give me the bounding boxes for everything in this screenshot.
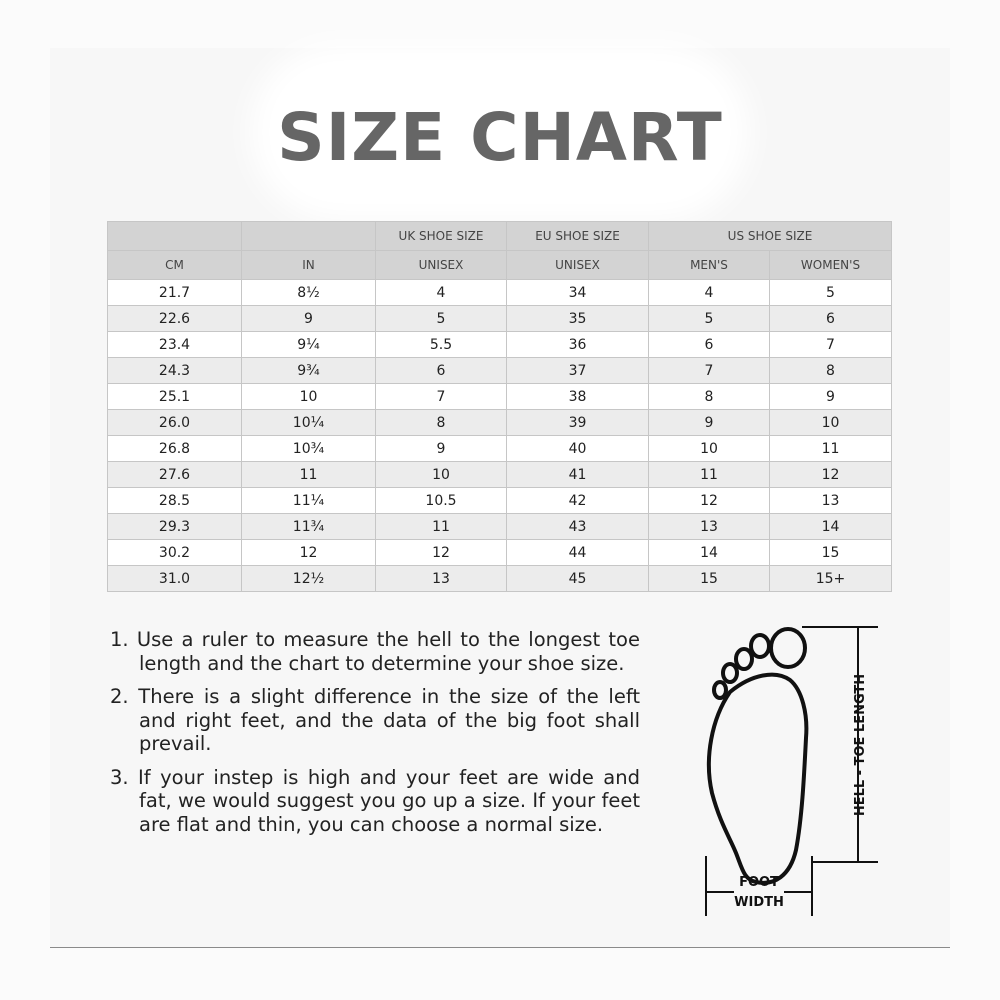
sub-header-row [108, 251, 892, 280]
table-cell: 14 [649, 540, 770, 566]
table-cell: 6 [649, 332, 770, 358]
table-cell: 15+ [770, 566, 892, 592]
table-cell: 13 [376, 566, 507, 592]
table-cell: 11 [649, 462, 770, 488]
table-cell: 30.2 [108, 540, 242, 566]
table-cell: 12½ [242, 566, 376, 592]
column-header: UNISEX [507, 251, 649, 280]
size-table [107, 221, 892, 592]
table-row [108, 514, 892, 540]
group-header-cell [242, 222, 376, 251]
table-cell: 43 [507, 514, 649, 540]
table-body [108, 280, 892, 592]
table-cell: 12 [376, 540, 507, 566]
column-header: WOMEN'S [770, 251, 892, 280]
table-cell: 31.0 [108, 566, 242, 592]
table-cell: 11 [770, 436, 892, 462]
table-cell: 5 [649, 306, 770, 332]
table-cell: 13 [770, 488, 892, 514]
table-cell: 41 [507, 462, 649, 488]
table-cell: 27.6 [108, 462, 242, 488]
table-cell: 7 [376, 384, 507, 410]
table-cell: 9 [376, 436, 507, 462]
table-cell: 24.3 [108, 358, 242, 384]
length-label: HELL - TOE LENGTH [853, 673, 868, 817]
table-cell: 21.7 [108, 280, 242, 306]
table-cell: 9¾ [242, 358, 376, 384]
foot-outline-icon [709, 629, 806, 883]
column-header: CM [108, 251, 242, 280]
instruction-item: 1. Use a ruler to measure the hell to the longest toe length and the chart to determine your shoe size. [110, 628, 640, 675]
column-header: MEN'S [649, 251, 770, 280]
table-cell: 38 [507, 384, 649, 410]
table-cell: 15 [649, 566, 770, 592]
table-cell: 5 [376, 306, 507, 332]
table-cell: 44 [507, 540, 649, 566]
table-cell: 8½ [242, 280, 376, 306]
table-row [108, 332, 892, 358]
column-header: UNISEX [376, 251, 507, 280]
table-cell: 6 [376, 358, 507, 384]
table-row [108, 384, 892, 410]
table-cell: 14 [770, 514, 892, 540]
width-label-line2: WIDTH [734, 895, 784, 910]
table-cell: 9¼ [242, 332, 376, 358]
column-header: IN [242, 251, 376, 280]
table-cell: 39 [507, 410, 649, 436]
table-row [108, 488, 892, 514]
bottom-divider [50, 947, 950, 948]
table-cell: 5.5 [376, 332, 507, 358]
table-row [108, 306, 892, 332]
width-label-line1: FOOT [739, 875, 779, 890]
table-cell: 13 [649, 514, 770, 540]
table-cell: 26.0 [108, 410, 242, 436]
table-cell: 10 [242, 384, 376, 410]
group-header-cell: UK SHOE SIZE [376, 222, 507, 251]
table-cell: 6 [770, 306, 892, 332]
instructions-list [110, 628, 640, 846]
table-cell: 37 [507, 358, 649, 384]
table-cell: 36 [507, 332, 649, 358]
table-cell: 10 [376, 462, 507, 488]
table-cell: 10¼ [242, 410, 376, 436]
table-cell: 42 [507, 488, 649, 514]
foot-measure-diagram [690, 618, 890, 928]
table-cell: 9 [242, 306, 376, 332]
table-cell: 4 [649, 280, 770, 306]
page-title: SIZE CHART [277, 99, 723, 176]
table-cell: 10.5 [376, 488, 507, 514]
group-header-cell [108, 222, 242, 251]
table-cell: 11 [376, 514, 507, 540]
instruction-item: 2. There is a slight difference in the size of the left and right feet, and the data of the big foot shall prevail. [110, 685, 640, 755]
table-cell: 10 [770, 410, 892, 436]
table-row [108, 410, 892, 436]
table-cell: 4 [376, 280, 507, 306]
instruction-item: 3. If your instep is high and your feet are wide and fat, we would suggest you go up a size. If your feet are flat and thin, you can choose a normal size. [110, 765, 640, 836]
table-cell: 26.8 [108, 436, 242, 462]
table-cell: 11 [242, 462, 376, 488]
table-cell: 25.1 [108, 384, 242, 410]
table-row [108, 280, 892, 306]
group-header-cell: US SHOE SIZE [649, 222, 892, 251]
table-cell: 8 [649, 384, 770, 410]
table-cell: 11¼ [242, 488, 376, 514]
table-row [108, 540, 892, 566]
table-cell: 45 [507, 566, 649, 592]
table-cell: 10¾ [242, 436, 376, 462]
table-cell: 29.3 [108, 514, 242, 540]
group-header-row [108, 222, 892, 251]
table-cell: 15 [770, 540, 892, 566]
table-cell: 40 [507, 436, 649, 462]
table-cell: 9 [770, 384, 892, 410]
table-cell: 34 [507, 280, 649, 306]
table-cell: 12 [242, 540, 376, 566]
table-cell: 35 [507, 306, 649, 332]
table-cell: 8 [376, 410, 507, 436]
table-row [108, 462, 892, 488]
group-header-cell: EU SHOE SIZE [507, 222, 649, 251]
foot-diagram-svg [690, 618, 890, 928]
table-row [108, 436, 892, 462]
table-row [108, 566, 892, 592]
table-cell: 7 [649, 358, 770, 384]
table-cell: 8 [770, 358, 892, 384]
table-cell: 28.5 [108, 488, 242, 514]
table-cell: 11¾ [242, 514, 376, 540]
table-cell: 12 [770, 462, 892, 488]
table-cell: 10 [649, 436, 770, 462]
table-cell: 5 [770, 280, 892, 306]
table-cell: 22.6 [108, 306, 242, 332]
table-cell: 12 [649, 488, 770, 514]
table-cell: 23.4 [108, 332, 242, 358]
table-cell: 9 [649, 410, 770, 436]
table-cell: 7 [770, 332, 892, 358]
table-row [108, 358, 892, 384]
